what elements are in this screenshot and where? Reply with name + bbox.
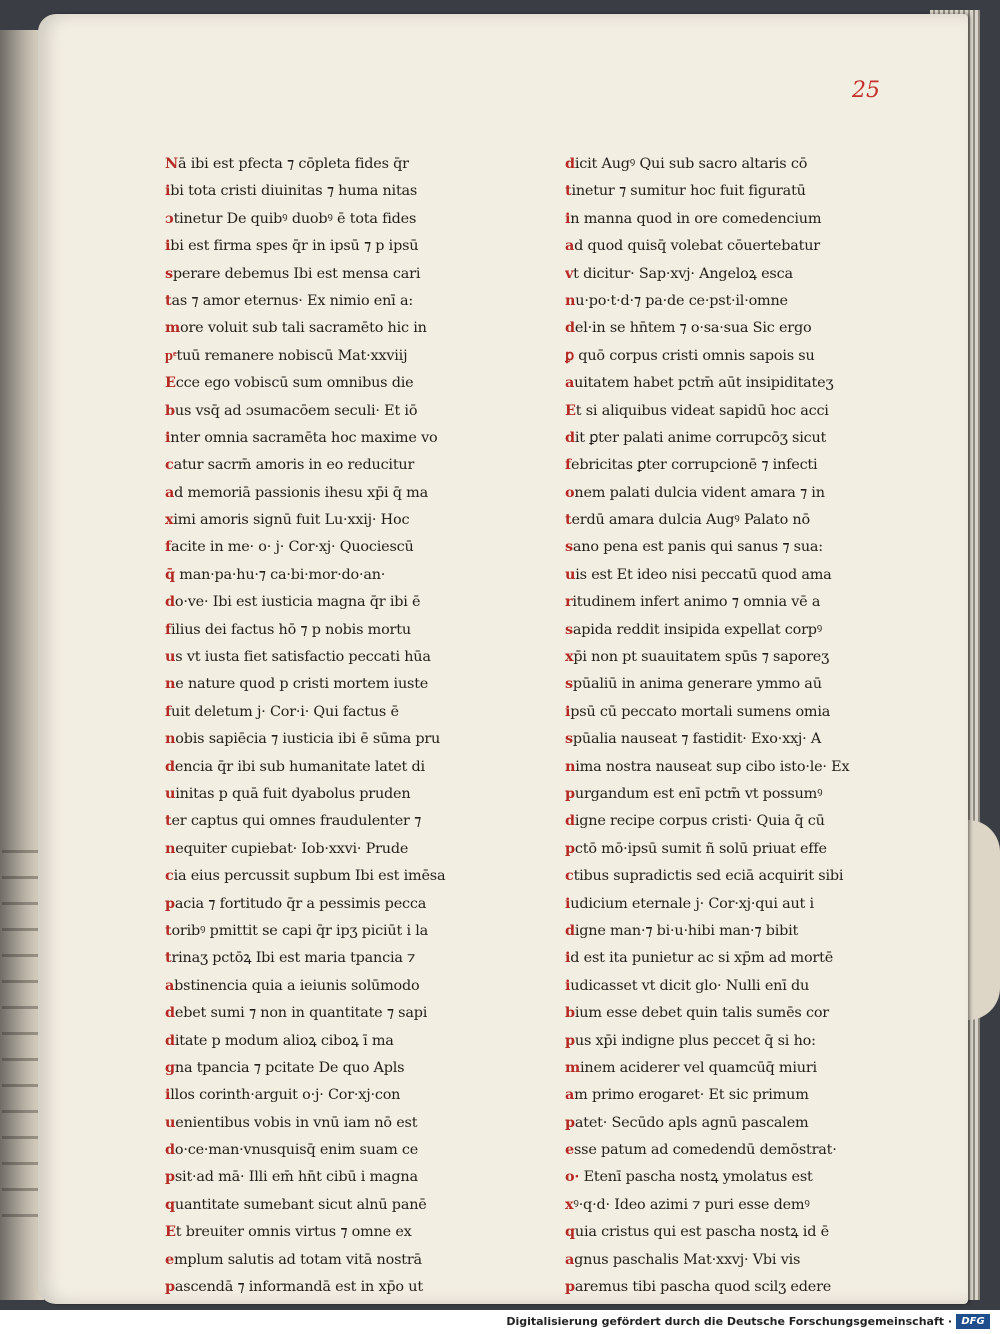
text-line: pascendā ⁊ informandā est in xp̄o ut bbox=[165, 1278, 423, 1296]
text-line: bus vsq̄ ad ɔsumacōem seculi· Et iō bbox=[165, 401, 418, 419]
text-line: o· Etenī pascha nostꝝ ymolatus est bbox=[565, 1168, 813, 1186]
text-line: trinaʒ pctōꝝ Ibi est maria tpancia ⁊ bbox=[165, 949, 416, 967]
text-line: cia eius percussit supbum Ibi est imēsa bbox=[165, 867, 446, 885]
text-line: terdū amara dulcia Augꝰ Palato nō bbox=[565, 511, 810, 529]
text-line: sapida reddit insipida expellat corpꝰ bbox=[565, 620, 823, 638]
text-column-left bbox=[165, 150, 495, 1300]
folio-number: 25 bbox=[852, 78, 880, 103]
text-line: auitatem habet pctm̄ aūt insipiditateʒ bbox=[565, 374, 834, 392]
footer-credit: Digitalisierung gefördert durch die Deutsche Forschungsgemeinschaft · bbox=[506, 1315, 952, 1328]
text-line: esse patum ad comedendū demōstrat· bbox=[565, 1141, 837, 1159]
dfg-logo: DFG bbox=[956, 1314, 990, 1329]
text-line: facite in me· o· j· Cor·xj· Quociescū bbox=[165, 538, 414, 556]
text-line: tinetur ⁊ sumitur hoc fuit figuratū bbox=[565, 182, 806, 200]
text-line: psit·ad mā· Illi em̄ hn̄t cibū i magna bbox=[165, 1168, 418, 1186]
text-line: ter captus qui omnes fraudulenter ⁊ bbox=[165, 812, 422, 830]
text-line: ad memoriā passionis ihesu xp̄i q̄ ma bbox=[165, 483, 429, 501]
text-line: quia cristus qui est pascha nostꝝ id ē bbox=[565, 1223, 829, 1241]
text-line: ibi est firma spes q̄r in ipsū ⁊ p ipsū bbox=[165, 237, 419, 255]
text-line: tas ⁊ amor eternus· Ex nimio enī a: bbox=[165, 291, 413, 309]
text-line: ximi amoris signū fuit Lu·xxij· Hoc bbox=[165, 511, 410, 529]
text-line: ditate p modum alioꝝ ciboꝝ ī ma bbox=[165, 1031, 394, 1049]
text-line: uis est Et ideo nisi peccatū quod ama bbox=[565, 565, 832, 583]
text-line: gna tpancia ⁊ pcitate De quo Apls bbox=[165, 1058, 405, 1076]
text-line: dicit Augꝰ Qui sub sacro altaris cō bbox=[565, 155, 808, 172]
text-line: us vt iusta fiet satisfactio peccati hūa bbox=[165, 648, 431, 666]
text-line: ne nature quod p cristi mortem iuste bbox=[165, 675, 429, 693]
text-line: digne recipe corpus cristi· Quia q̄ cū bbox=[565, 812, 825, 830]
text-line: pctō mō·ipsū sumit ñ solū priuat effe bbox=[565, 839, 827, 857]
text-line: ꝑ quō corpus cristi omnis sapois su bbox=[565, 346, 815, 364]
text-line: iudicium eternale j· Cor·xj·qui aut i bbox=[565, 894, 814, 912]
previous-page-text-traces bbox=[2, 850, 40, 1230]
text-line: illos corinth·arguit o·j· Cor·xj·con bbox=[165, 1086, 401, 1104]
text-line: sano pena est panis qui sanus ⁊ sua: bbox=[565, 538, 823, 556]
footer-bar bbox=[0, 1310, 1000, 1334]
text-line: uenientibus vobis in vnū iam nō est bbox=[165, 1113, 418, 1131]
text-line: nobis sapiēcia ⁊ iusticia ibi ē sūma pru bbox=[165, 730, 441, 748]
text-line: uinitas p quā fuit dyabolus pruden bbox=[165, 784, 411, 802]
text-line: xp̄i non pt suauitatem spūs ⁊ saporeʒ bbox=[565, 648, 830, 666]
text-line: inter omnia sacramēta hoc maxime vo bbox=[165, 428, 438, 446]
text-line: xꝰ·q·d· Ideo azimi ⁊ puri esse demꝰ bbox=[565, 1195, 810, 1213]
text-line: nequiter cupiebat· Iob·xxvi· Prude bbox=[165, 839, 409, 857]
text-line: Nā ibi est pfecta ⁊ cōpleta fides q̄r bbox=[165, 155, 409, 172]
text-line: bium esse debet quin talis sumēs cor bbox=[565, 1004, 829, 1022]
text-column-right bbox=[565, 150, 895, 1300]
text-line: ctibus supradictis sed eciā acquirit sibi bbox=[565, 867, 844, 885]
text-line: dit ꝑter palati anime corrupcōʒ sicut bbox=[565, 428, 827, 446]
text-line: quantitate sumebant sicut alnū panē bbox=[165, 1195, 427, 1213]
text-line: febricitas ꝑter corrupcionē ⁊ infecti bbox=[565, 456, 818, 474]
text-line: q̄ man·pa·hu·⁊ ca·bi·mor·do·an· bbox=[165, 565, 386, 583]
text-line: ad quod quisq̄ volebat cōuertebatur bbox=[565, 237, 820, 255]
text-line: patet· Secūdo apls agnū pascalem bbox=[565, 1113, 809, 1131]
text-line: ɔtinetur De quibꝰ duobꝰ ē tota fides bbox=[165, 209, 417, 227]
text-line: nu·po·t·d·⁊ pa·de ce·pst·il·omne bbox=[565, 291, 788, 309]
text-line: ipsū cū peccato mortali sumens omia bbox=[565, 702, 831, 720]
page-curl bbox=[968, 820, 1000, 1020]
text-line: fuit deletum j· Cor·i· Qui factus ē bbox=[165, 702, 399, 720]
text-line: more voluit sub tali sacramēto hic in bbox=[165, 319, 427, 337]
text-line: paremus tibi pascha quod scilʒ edere bbox=[565, 1278, 832, 1296]
text-line: pacia ⁊ fortitudo q̄r a pessimis pecca bbox=[165, 894, 427, 912]
text-line: sperare debemus Ibi est mensa cari bbox=[165, 264, 421, 282]
text-line: minem aciderer vel quamcūq̄ miuri bbox=[565, 1058, 817, 1076]
text-line: vt dicitur· Sap·xvj· Angeloꝝ esca bbox=[565, 264, 793, 282]
text-line: iudicasset vt dicit glo· Nulli enī du bbox=[565, 976, 810, 994]
text-line: spūalia nauseat ⁊ fastidit· Exo·xxj· A bbox=[565, 730, 822, 748]
text-line: pus xp̄i indigne plus peccet q̄ si ho: bbox=[565, 1031, 816, 1049]
text-line: debet sumi ⁊ non in quantitate ⁊ sapi bbox=[165, 1004, 428, 1022]
text-line: in manna quod in ore comedencium bbox=[565, 209, 822, 227]
text-line: emplum salutis ad totam vitā nostrā bbox=[165, 1250, 422, 1268]
text-line: digne man·⁊ bi·u·hibi man·⁊ bibit bbox=[565, 921, 799, 939]
text-line: Et breuiter omnis virtus ⁊ omne ex bbox=[165, 1223, 412, 1241]
text-line: catur sacrm̄ amoris in eo reducitur bbox=[165, 456, 415, 474]
text-line: am primo erogaret· Et sic primum bbox=[565, 1086, 809, 1104]
text-line: filius dei factus hō ⁊ p nobis mortu bbox=[165, 620, 411, 638]
text-line: do·ve· Ibi est iusticia magna q̄r ibi ē bbox=[165, 593, 421, 611]
text-line: Ecce ego vobiscū sum omnibus die bbox=[165, 374, 414, 392]
text-line: agnus paschalis Mat·xxvj· Vbi vis bbox=[565, 1250, 801, 1268]
text-line: id est ita punietur ac si xp̄m ad mortē bbox=[565, 949, 834, 967]
text-line: purgandum est enī pctm̄ vt possumꝰ bbox=[565, 784, 823, 802]
text-line: onem palati dulcia vident amara ⁊ in bbox=[565, 483, 825, 501]
text-line: nima nostra nauseat sup cibo isto·le· Ex bbox=[565, 757, 850, 775]
text-line: pͤtuū remanere nobiscū Mat·xxviij bbox=[165, 346, 408, 364]
text-line: dencia q̄r ibi sub humanitate latet di bbox=[165, 757, 425, 775]
text-line: do·ce·man·vnusquisq̄ enim suam ce bbox=[165, 1141, 419, 1159]
text-line: del·in se hn̄tem ⁊ o·sa·sua Sic ergo bbox=[565, 319, 812, 337]
text-line: Et si aliquibus videat sapidū hoc acci bbox=[565, 401, 829, 419]
text-line: ritudinem infert animo ⁊ omnia vē a bbox=[565, 593, 821, 611]
text-line: spūaliū in anima generare ymmo aū bbox=[565, 675, 822, 693]
text-line: abstinencia quia a ieiunis solūmodo bbox=[165, 976, 420, 994]
text-line: ibi tota cristi diuinitas ⁊ huma nitas bbox=[165, 182, 418, 200]
text-line: toribꝰ pmittit se capi q̄r ipʒ piciūt i la bbox=[165, 921, 429, 939]
